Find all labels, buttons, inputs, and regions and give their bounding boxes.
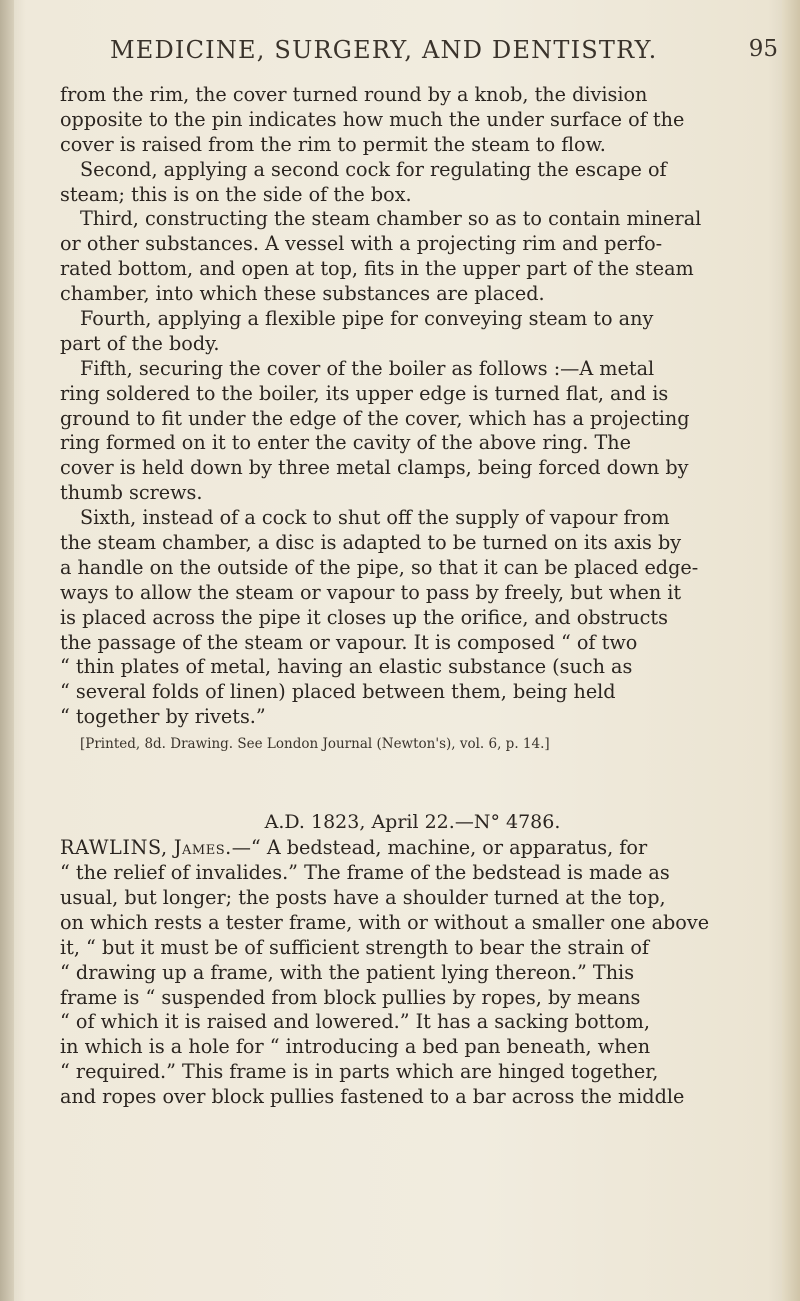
text-line: is placed across the pipe it closes up the orifice, and obstructs — [60, 605, 668, 629]
text-line: and ropes over block pullies fastened to a bar across the middle — [60, 1085, 685, 1109]
text-line: part of the body. — [60, 331, 220, 355]
text-line: “ together by rivets.” — [60, 705, 266, 729]
printed-note: [Printed, 8d. Drawing. See London Journal (Newton's), vol. 6, p. 14.] — [80, 736, 550, 753]
section-gap — [60, 755, 765, 809]
page-header — [110, 36, 778, 66]
text-line: or other substances. A vessel with a projecting rim and perfo- — [60, 232, 663, 256]
text-line: on which rests a tester frame, with or without a smaller one above — [60, 910, 710, 934]
running-head: MEDICINE, SURGERY, AND DENTISTRY. — [110, 36, 658, 64]
text-line: “ of which it is raised and lowered.” It has a sacking bottom, — [60, 1010, 650, 1034]
text-line: “ required.” This frame is in parts which are hinged together, — [60, 1060, 659, 1084]
text-line: ring soldered to the boiler, its upper edge is turned flat, and is — [60, 381, 669, 405]
text-line: Third, constructing the steam chamber so as to contain mineral — [80, 207, 702, 231]
text-line: steam; this is on the side of the box. — [60, 182, 412, 206]
text-line: thumb screws. — [60, 481, 203, 505]
text-line: rated bottom, and open at top, fits in the upper part of the steam — [60, 257, 694, 281]
text-line: “ several folds of linen) placed between them, being held — [60, 680, 616, 704]
page-edge — [782, 0, 800, 1301]
text-line: frame is “ suspended from block pullies by ropes, by means — [60, 985, 641, 1009]
text-line: chamber, into which these substances are placed. — [60, 282, 545, 306]
text-line: in which is a hole for “ introducing a bed pan beneath, when — [60, 1035, 651, 1059]
text-line: Sixth, instead of a cock to shut off the supply of vapour from — [80, 506, 670, 530]
text-line: Second, applying a second cock for regulating the escape of — [80, 157, 667, 181]
entry-first-line — [60, 836, 765, 861]
text-line: usual, but longer; the posts have a shoulder turned at the top, — [60, 885, 666, 909]
text-line: “ thin plates of metal, having an elastic substance (such as — [60, 655, 633, 679]
text-line: ground to fit under the edge of the cover, which has a projecting — [60, 406, 690, 430]
patentee-first-name: James. — [173, 836, 232, 860]
text-line: “ drawing up a frame, with the patient lying thereon.” This — [60, 960, 635, 984]
text-line: ring formed on it to enter the cavity of the above ring. The — [60, 431, 632, 455]
text-line: from the rim, the cover turned round by a knob, the division — [60, 83, 648, 106]
body-text — [60, 83, 765, 1110]
text-line: the steam chamber, a disc is adapted to be turned on its axis by — [60, 531, 682, 555]
page-gutter — [0, 0, 14, 1301]
text-line: Fourth, applying a flexible pipe for conveying steam to any — [80, 307, 654, 331]
page-number: 95 — [748, 36, 778, 62]
patentee-name: RAWLINS, — [60, 836, 168, 860]
text-line: opposite to the pin indicates how much the under surface of the — [60, 107, 685, 131]
text-line: the passage of the steam or vapour. It is composed “ of two — [60, 630, 638, 654]
text-line: Fifth, securing the cover of the boiler as follows :—A metal — [80, 356, 655, 380]
entry-heading: A.D. 1823, April 22.—N° 4786. — [264, 811, 561, 834]
entry-first-line-text: —“ A bedstead, machine, or apparatus, for — [231, 836, 648, 860]
text-line: cover is raised from the rim to permit the steam to flow. — [60, 132, 606, 156]
text-line: cover is held down by three metal clamps, being forced down by — [60, 456, 689, 480]
text-line: a handle on the outside of the pipe, so that it can be placed edge- — [60, 555, 699, 579]
text-line: ways to allow the steam or vapour to pass by freely, but when it — [60, 580, 682, 604]
text-line: “ the relief of invalides.” The frame of the bedstead is made as — [60, 861, 670, 885]
text-line: it, “ but it must be of sufficient strength to bear the strain of — [60, 935, 649, 959]
